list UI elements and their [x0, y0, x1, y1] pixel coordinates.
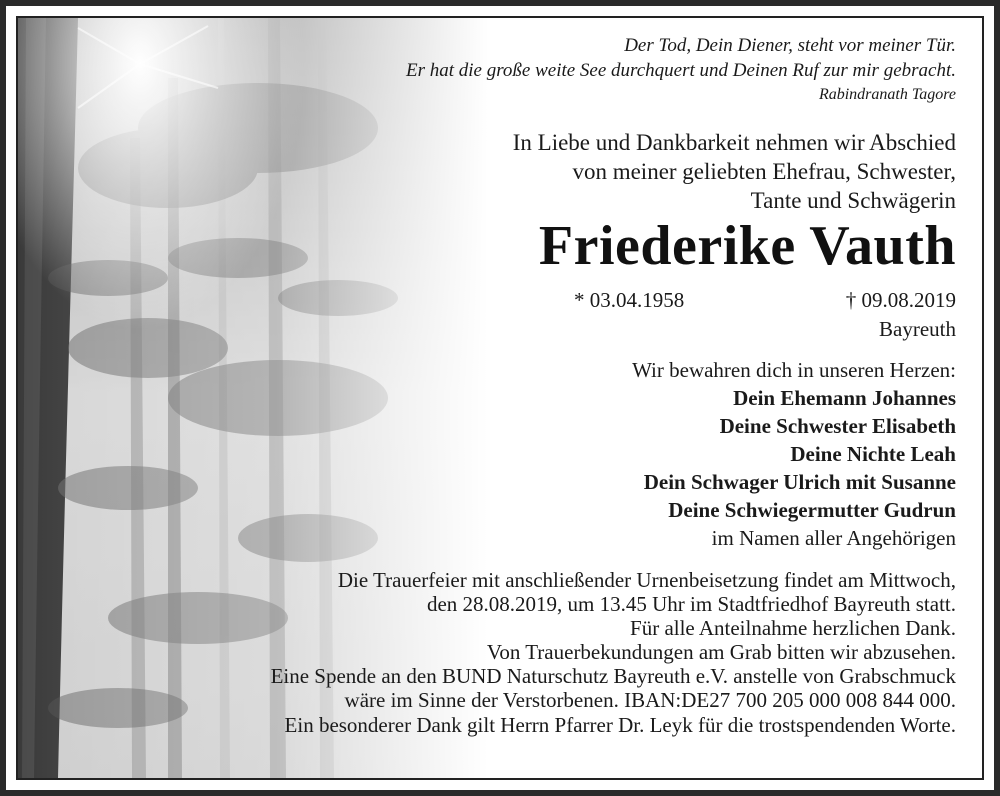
quote-line-1: Der Tod, Dein Diener, steht vor meiner Tür. [624, 35, 956, 56]
notice-line: wäre im Sinne der Verstorbenen. IBAN:DE27 700 205 000 008 844 000. [344, 688, 956, 712]
family-member: Dein Schwager Ulrich mit Susanne [643, 470, 956, 494]
obituary-text [6, 6, 994, 790]
intro-line-2: von meiner geliebten Ehefrau, Schwester, [572, 159, 956, 184]
notice-line: Eine Spende an den BUND Naturschutz Bayreuth e.V. anstelle von Grabschmuck [270, 664, 956, 688]
obituary-card [6, 6, 994, 790]
deceased-name: Friederike Vauth [538, 215, 956, 277]
notice-line: Für alle Anteilnahme herzlichen Dank. [630, 616, 956, 640]
family-closing: im Namen aller Angehörigen [711, 526, 956, 550]
family-lead: Wir bewahren dich in unseren Herzen: [632, 358, 956, 382]
quote-line-2: Er hat die große weite See durchquert und Deinen Ruf zur mir gebracht. [405, 60, 956, 81]
family-member: Deine Nichte Leah [790, 442, 956, 466]
notice-line: Von Trauerbekundungen am Grab bitten wir abzusehen. [486, 640, 956, 664]
notice-line: Die Trauerfeier mit anschließender Urnenbeisetzung findet am Mittwoch, [337, 568, 956, 592]
family-member: Deine Schwester Elisabeth [719, 414, 956, 438]
birth-date: * 03.04.1958 [574, 288, 685, 312]
family-member: Dein Ehemann Johannes [733, 386, 956, 410]
notice-line: den 28.08.2019, um 13.45 Uhr im Stadtfriedhof Bayreuth statt. [426, 592, 956, 616]
family-member: Deine Schwiegermutter Gudrun [668, 498, 956, 522]
intro-line-1: In Liebe und Dankbarkeit nehmen wir Abschied [512, 130, 956, 155]
quote-author: Rabindranath Tagore [818, 86, 956, 103]
notice-line: Ein besonderer Dank gilt Herrn Pfarrer Dr. Leyk für die trostspendenden Worte. [284, 713, 956, 737]
intro-line-3: Tante und Schwägerin [750, 188, 956, 213]
death-date: † 09.08.2019 [845, 288, 956, 312]
deceased-city: Bayreuth [879, 317, 956, 341]
